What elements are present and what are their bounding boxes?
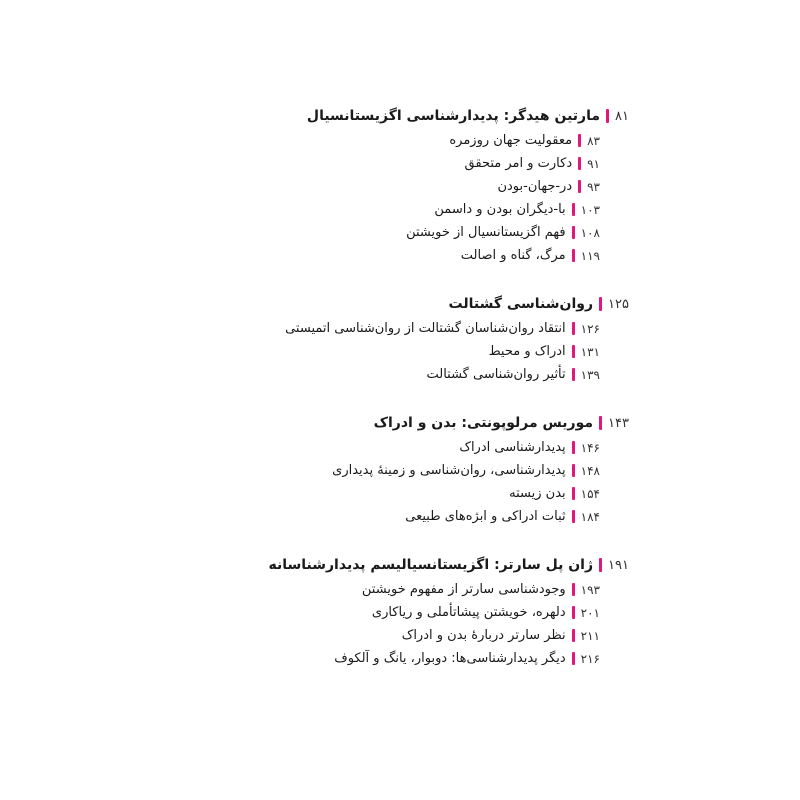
page-number: ۱۱۹ [580, 248, 600, 263]
toc-section [268, 552, 629, 670]
separator-bar [599, 558, 602, 572]
entry-title: مرگ، گناه و اصالت [460, 248, 566, 263]
page-number: ۹۱ [587, 156, 600, 171]
entry-title: بدن زیسته [509, 486, 566, 501]
page-number: ۱۰۳ [580, 202, 600, 217]
separator-bar [572, 629, 575, 642]
page-number: ۲۱۶ [580, 651, 600, 666]
toc-entry[interactable] [268, 221, 629, 244]
entry-title: فهم اگزیستانسیال از خویشتن [406, 225, 566, 240]
entry-title: پدیدارشناسی، روان‌شناسی و زمینهٔ پدیداری [332, 463, 566, 478]
separator-bar [599, 416, 602, 430]
page-number: ۱۹۳ [580, 582, 600, 597]
entry-title: تأثیر روان‌شناسی گشتالت [426, 367, 566, 382]
toc-entry[interactable] [268, 578, 629, 601]
chapter-title: مارتین هیدگر: پدیدارشناسی اگزیستانسیال [306, 108, 601, 124]
separator-bar [599, 297, 602, 311]
toc-section [268, 103, 629, 267]
separator-bar [572, 441, 575, 454]
toc-entry[interactable] [268, 647, 629, 670]
entry-title: دیگر پدیدارشناسی‌ها: دوبوار، یانگ و آلکوف [334, 651, 566, 666]
toc-entry[interactable] [268, 317, 629, 340]
chapter-title: روان‌شناسی گشتالت [448, 296, 594, 312]
chapter-title: ژان پل سارتر: اگزیستانسیالیسم پدیدارشناسانه [268, 557, 594, 573]
separator-bar [606, 109, 609, 123]
page-number: ۱۸۴ [580, 509, 600, 524]
page-number: ۲۱۱ [580, 628, 600, 643]
entry-title: نظر سارتر دربارهٔ بدن و ادراک [401, 628, 566, 643]
page-number: ۱۲۵ [608, 296, 629, 312]
entry-title: دلهره، خویشتن پیشاتأملی و ریاکاری [371, 605, 566, 620]
separator-bar [572, 322, 575, 335]
separator-bar [578, 157, 581, 170]
separator-bar [572, 368, 575, 381]
toc-entry[interactable] [268, 244, 629, 267]
toc-entry[interactable] [268, 198, 629, 221]
entry-title: در-جهان-بودن [497, 179, 573, 194]
entry-title: وجودشناسی سارتر از مفهوم خویشتن [361, 582, 566, 597]
toc-entry[interactable] [268, 505, 629, 528]
chapter-entry[interactable] [268, 552, 629, 578]
toc-section [268, 291, 629, 386]
separator-bar [572, 510, 575, 523]
separator-bar [572, 249, 575, 262]
chapter-entry[interactable] [268, 410, 629, 436]
separator-bar [572, 606, 575, 619]
page-number: ۲۰۱ [580, 605, 600, 620]
entry-title: دکارت و امر متحقق [464, 156, 573, 171]
toc-section [268, 410, 629, 528]
toc-entry[interactable] [268, 601, 629, 624]
toc-entry[interactable] [268, 363, 629, 386]
toc-entry[interactable] [268, 175, 629, 198]
page-number: ۱۴۳ [608, 415, 629, 431]
page-number: ۱۵۴ [580, 486, 600, 501]
table-of-contents [268, 103, 629, 694]
page-number: ۱۴۸ [580, 463, 600, 478]
page-number: ۱۴۶ [580, 440, 600, 455]
separator-bar [572, 226, 575, 239]
page-number: ۹۳ [587, 179, 600, 194]
page-number: ۱۹۱ [608, 557, 629, 573]
entry-title: ادراک و محیط [488, 344, 566, 359]
entry-title: ثبات ادراکی و ابژه‌های طبیعی [405, 509, 566, 524]
toc-entry[interactable] [268, 624, 629, 647]
toc-entry[interactable] [268, 129, 629, 152]
entry-title: پدیدارشناسی ادراک [459, 440, 566, 455]
separator-bar [578, 134, 581, 147]
chapter-title: موریس مرلوپونتی: بدن و ادراک [373, 415, 594, 431]
separator-bar [572, 487, 575, 500]
page-number: ۱۲۶ [580, 321, 600, 336]
chapter-entry[interactable] [268, 291, 629, 317]
toc-entry[interactable] [268, 152, 629, 175]
separator-bar [572, 203, 575, 216]
page-number: ۱۰۸ [580, 225, 600, 240]
chapter-entry[interactable] [268, 103, 629, 129]
page-number: ۱۳۱ [580, 344, 600, 359]
toc-entry[interactable] [268, 482, 629, 505]
entry-title: با-دیگران بودن و داسمن [434, 202, 566, 217]
entry-title: معقولیت جهان روزمره [449, 133, 573, 148]
toc-entry[interactable] [268, 459, 629, 482]
separator-bar [572, 345, 575, 358]
separator-bar [572, 583, 575, 596]
separator-bar [572, 652, 575, 665]
separator-bar [578, 180, 581, 193]
separator-bar [572, 464, 575, 477]
toc-entry[interactable] [268, 340, 629, 363]
entry-title: انتقاد روان‌شناسان گشتالت از روان‌شناسی اتمیستی [285, 321, 566, 336]
page-number: ۸۳ [587, 133, 600, 148]
page-number: ۱۳۹ [580, 367, 600, 382]
toc-entry[interactable] [268, 436, 629, 459]
page-number: ۸۱ [615, 108, 629, 124]
